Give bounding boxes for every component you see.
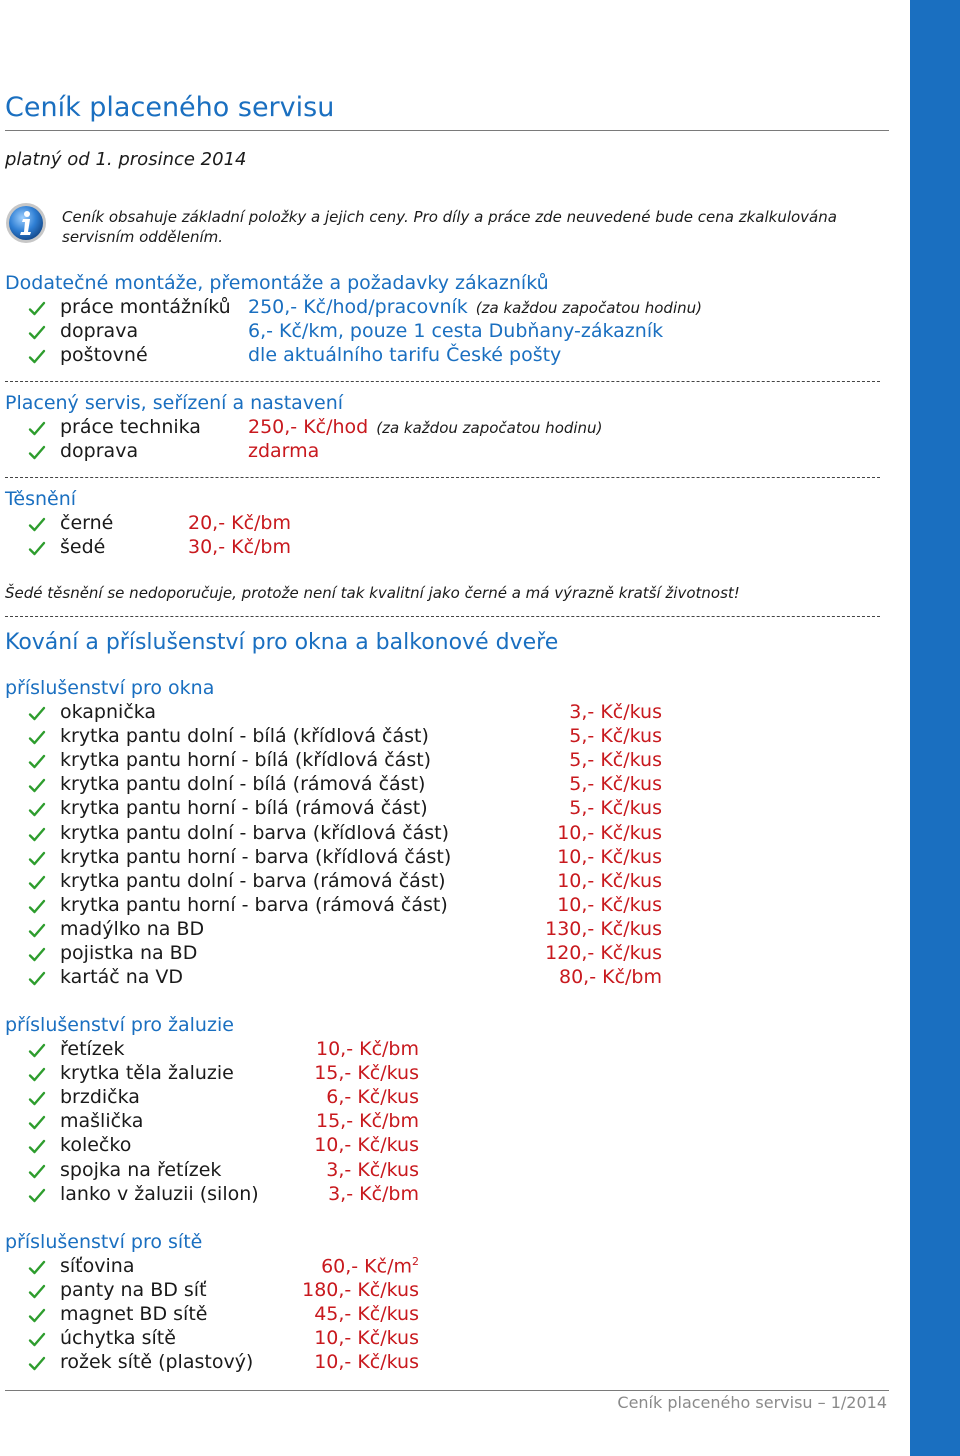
- item-label: panty na BD síť: [60, 1279, 207, 1302]
- price-superscript: 2: [412, 1255, 419, 1268]
- check-icon: [28, 946, 46, 964]
- item-price: 10,- Kč/kus: [314, 1351, 419, 1374]
- item-label: šedé: [60, 536, 106, 558]
- dashed-divider: [5, 477, 880, 478]
- item-price: 6,- Kč/km, pouze 1 cesta Dubňany-zákazník: [248, 320, 664, 342]
- check-icon: [28, 874, 46, 892]
- item-price: 80,- Kč/bm: [559, 966, 662, 989]
- check-icon: [28, 1163, 46, 1181]
- item-label: mašlička: [60, 1110, 144, 1133]
- item-label: černé: [60, 512, 114, 534]
- item-price: 3,- Kč/bm: [328, 1182, 419, 1205]
- item-price: 250,- Kč/hod (za každou započatou hodinu): [248, 416, 603, 438]
- item-price: 15,- Kč/bm: [316, 1110, 419, 1133]
- section-seals-heading: Těsnění: [5, 488, 77, 510]
- item-price: dle aktuálního tarifu České pošty: [248, 344, 562, 366]
- item-label: úchytka sítě: [60, 1327, 176, 1350]
- check-icon: [28, 922, 46, 940]
- right-accent-bar: [910, 0, 960, 1456]
- item-price: 15,- Kč/kus: [314, 1062, 419, 1085]
- item-label: síťovina: [60, 1255, 135, 1277]
- item-price: 60,- $Kč/m^2$: [321, 1255, 419, 1278]
- page-title: Ceník placeného servisu: [5, 92, 335, 123]
- item-label: krytka pantu dolní - bílá (rámová část): [60, 773, 426, 796]
- check-icon: [28, 1187, 46, 1205]
- section-assembly-heading: Dodatečné montáže, přemontáže a požadavky zákazníků: [5, 272, 549, 294]
- check-icon: [28, 300, 46, 318]
- footer-text: Ceník placeného servisu – 1/2014: [617, 1393, 887, 1412]
- item-label: lanko v žaluzii (silon): [60, 1182, 259, 1205]
- item-note: (za každou započatou hodinu): [475, 299, 702, 317]
- item-price: 45,- Kč/kus: [314, 1303, 419, 1326]
- check-icon: [28, 1114, 46, 1132]
- item-price: 5,- Kč/kus: [569, 797, 662, 820]
- item-price: 10,- Kč/kus: [314, 1134, 419, 1157]
- dashed-divider: [5, 381, 880, 382]
- item-price: 3,- Kč/kus: [569, 701, 662, 723]
- item-label: madýlko na BD: [60, 917, 205, 940]
- check-icon: [28, 1307, 46, 1325]
- check-icon: [28, 826, 46, 844]
- check-icon: [28, 729, 46, 747]
- check-icon: [28, 898, 46, 916]
- check-icon: [28, 801, 46, 819]
- item-price: 3,- Kč/kus: [326, 1158, 419, 1181]
- item-note: (za každou započatou hodinu): [376, 419, 603, 437]
- item-price: 30,- Kč/bm: [188, 536, 291, 558]
- item-label: práce technika: [60, 416, 201, 438]
- check-icon: [28, 420, 46, 438]
- item-price: 10,- Kč/kus: [557, 893, 662, 916]
- screens-heading: příslušenství pro sítě: [5, 1231, 203, 1253]
- item-label: doprava: [60, 440, 139, 462]
- item-price: 10,- Kč/kus: [557, 869, 662, 892]
- item-label: krytka pantu horní - bílá (rámová část): [60, 797, 428, 820]
- check-icon: [28, 324, 46, 342]
- item-label: pojistka na BD: [60, 942, 198, 964]
- check-icon: [28, 1138, 46, 1156]
- item-label: kolečko: [60, 1134, 132, 1157]
- item-label: krytka pantu horní - barva (křídlová část): [60, 845, 452, 868]
- item-label: doprava: [60, 320, 139, 342]
- item-label: krytka pantu horní - bílá (křídlová část): [60, 749, 432, 772]
- item-price: 250,- Kč/hod/pracovník (za každou započatou hodinu): [248, 296, 702, 318]
- item-price: 180,- Kč/kus: [302, 1279, 419, 1302]
- valid-from: platný od 1. prosince 2014: [5, 149, 247, 170]
- check-icon: [28, 1283, 46, 1301]
- item-price: 6,- Kč/kus: [326, 1086, 419, 1109]
- check-icon: [28, 444, 46, 462]
- item-price: 120,- Kč/kus: [545, 942, 662, 964]
- section-service-heading: Placený servis, seřízení a nastavení: [5, 392, 344, 414]
- check-icon: [28, 1331, 46, 1349]
- footer-divider: [5, 1390, 889, 1391]
- item-price: 5,- Kč/kus: [569, 725, 662, 748]
- item-price: 5,- Kč/kus: [569, 773, 662, 796]
- item-label: kartáč na VD: [60, 966, 184, 989]
- item-label: práce montážníků: [60, 296, 231, 318]
- item-price: 10,- Kč/kus: [557, 845, 662, 868]
- check-icon: [28, 705, 46, 723]
- item-price: 10,- Kč/kus: [557, 821, 662, 844]
- item-label: poštovné: [60, 344, 148, 366]
- item-label: krytka pantu dolní - bílá (křídlová část): [60, 725, 429, 748]
- item-price: zdarma: [248, 440, 320, 462]
- check-icon: [28, 970, 46, 988]
- item-price: 20,- Kč/bm: [188, 512, 291, 534]
- check-icon: [28, 540, 46, 558]
- item-label: krytka pantu horní - barva (rámová část): [60, 893, 448, 916]
- item-price: 5,- Kč/kus: [569, 749, 662, 772]
- item-price: 10,- Kč/bm: [316, 1038, 419, 1060]
- item-label: brzdička: [60, 1086, 140, 1109]
- item-price: 130,- Kč/kus: [545, 917, 662, 940]
- check-icon: [28, 850, 46, 868]
- item-label: krytka pantu dolní - barva (rámová část): [60, 869, 446, 892]
- check-icon: [28, 1090, 46, 1108]
- item-label: rožek sítě (plastový): [60, 1351, 254, 1374]
- check-icon: [28, 1042, 46, 1060]
- info-icon: [5, 202, 47, 244]
- item-label: krytka pantu dolní - barva (křídlová část): [60, 821, 450, 844]
- dashed-divider: [5, 616, 880, 617]
- item-label: okapnička: [60, 701, 157, 723]
- item-label: krytka těla žaluzie: [60, 1062, 234, 1085]
- title-divider: [5, 130, 889, 131]
- windows-heading: příslušenství pro okna: [5, 677, 215, 699]
- item-price: 10,- Kč/kus: [314, 1327, 419, 1350]
- blinds-heading: příslušenství pro žaluzie: [5, 1014, 234, 1036]
- check-icon: [28, 753, 46, 771]
- item-label: spojka na řetízek: [60, 1158, 222, 1181]
- check-icon: [28, 1355, 46, 1373]
- check-icon: [28, 348, 46, 366]
- item-label: magnet BD sítě: [60, 1303, 208, 1326]
- check-icon: [28, 1066, 46, 1084]
- fittings-heading: Kování a příslušenství pro okna a balkonové dveře: [5, 630, 559, 655]
- item-label: řetízek: [60, 1038, 125, 1060]
- check-icon: [28, 777, 46, 795]
- check-icon: [28, 516, 46, 534]
- check-icon: [28, 1259, 46, 1277]
- seals-warning: Šedé těsnění se nedoporučuje, protože není tak kvalitní jako černé a má výrazně kratší životnost!: [5, 584, 740, 602]
- info-note: Ceník obsahuje základní položky a jejich ceny. Pro díly a práce zde neuvedené bude cena zkalkulována servisním oddělením.: [62, 208, 837, 246]
